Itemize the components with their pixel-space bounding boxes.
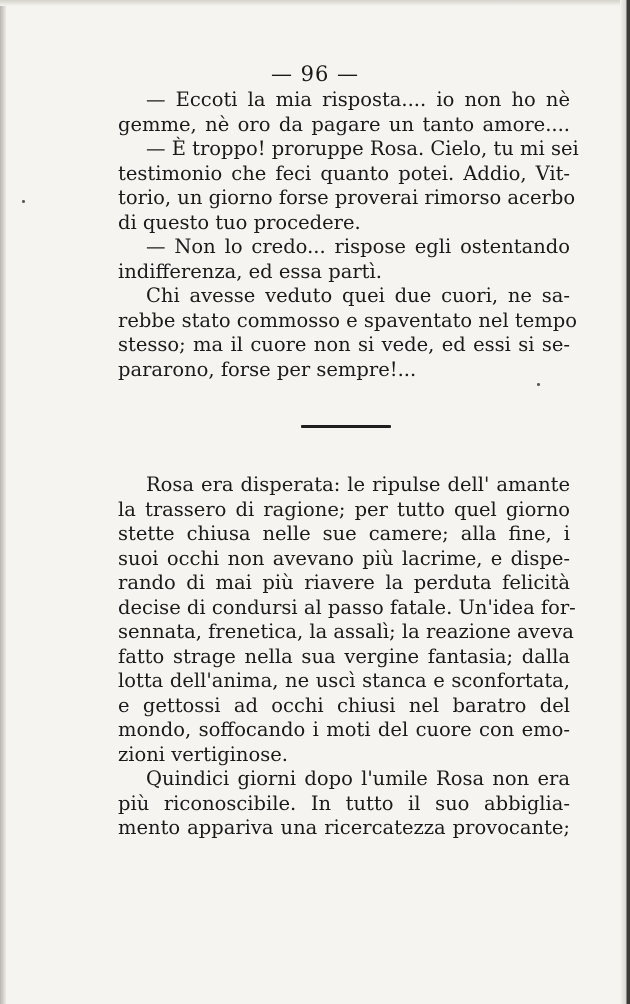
- text-line: fatto strage nella sua vergine fantasia; dalla: [118, 644, 570, 668]
- paper-speck: [22, 200, 25, 203]
- text-line: mento appariva una ricercatezza provocante;: [118, 816, 570, 839]
- page-number: — 96 —: [270, 62, 360, 86]
- page-right-edge: [620, 0, 630, 1004]
- text-line: — Non lo credo... rispose egli ostentando: [146, 235, 570, 258]
- text-line: e gettossi ad occhi chiusi nel baratro del: [118, 693, 570, 717]
- text-line: stesso; ma il cuore non si vede, ed essi si se-: [118, 333, 570, 356]
- text-block-narrative: [118, 473, 576, 841]
- text-line: — È troppo! proruppe Rosa. Cielo, tu mi sei: [146, 137, 579, 160]
- text-line: Chi avesse veduto quei due cuori, ne sa-: [146, 284, 570, 307]
- text-line: Rosa era disperata: le ripulse dell' amante: [146, 473, 570, 496]
- text-line: mondo, soffocando i moti del cuore con emo-: [118, 718, 570, 741]
- text-line: decise di condursi al passo fatale. Un'idea for-: [118, 595, 576, 619]
- text-line: — Eccoti la mia risposta.... io non ho nè: [146, 88, 570, 111]
- text-line: di questo tuo procedere.: [118, 210, 361, 234]
- text-line: stette chiusa nelle sue camere; alla fine, i: [118, 522, 570, 545]
- page-top-shade: [0, 0, 630, 6]
- text-line: torio, un giorno forse proverai rimorso acerbo: [118, 186, 576, 209]
- text-line: rebbe stato commosso e spaventato nel tempo: [118, 308, 577, 332]
- text-line: lotta dell'anima, ne uscì stanca e sconfortata,: [118, 669, 570, 692]
- text-line: zioni vertiginose.: [118, 742, 288, 766]
- text-line: testimonio che feci quanto potei. Addio, Vit-: [118, 161, 570, 185]
- text-line: Quindici giorni dopo l'umile Rosa non era: [146, 767, 570, 790]
- text-line: sennata, frenetica, la assalì; la reazione aveva: [118, 620, 574, 643]
- page-left-edge: [0, 0, 6, 1004]
- text-line: più riconoscibile. In tutto il suo abbiglia-: [118, 791, 570, 815]
- text-line: la trassero di ragione; per tutto quel giorno: [118, 497, 570, 521]
- paper-speck: [537, 383, 540, 386]
- text-line: pararono, forse per sempre!...: [118, 357, 417, 381]
- text-line: gemme, nè oro da pagare un tanto amore....: [118, 112, 570, 136]
- text-block-dialogue: [118, 88, 579, 382]
- text-line: rando di mai più riavere la perduta felicità: [118, 571, 570, 594]
- text-line: indifferenza, ed essa partì.: [118, 259, 382, 283]
- section-separator-rule: [301, 425, 391, 428]
- text-line: suoi occhi non avevano più lacrime, e dispe-: [118, 546, 570, 570]
